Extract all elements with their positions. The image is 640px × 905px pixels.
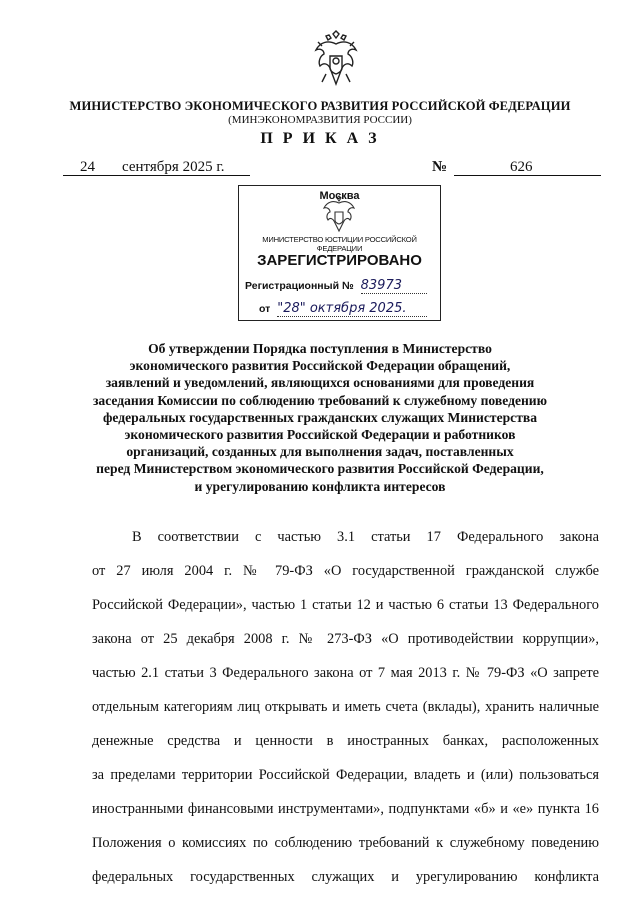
subject-line: и урегулированию конфликта интересов	[194, 478, 446, 494]
body-line: денежные средства и ценности в иностранных банках, расположенных	[92, 733, 599, 749]
subject-line: экономического развития Российской Федерации обращений,	[129, 358, 511, 374]
stamp-registration-row	[245, 278, 427, 294]
body-line: иностранными финансовыми инструментами», подпунктами «б» и «е» пункта 16	[92, 801, 599, 817]
subject-line: Об утверждении Порядка поступления в Министерство	[148, 341, 492, 356]
body-line: частью 2.1 статьи 3 Федерального закона от 7 мая 2013 г. № 79-ФЗ «О запрете	[92, 665, 599, 681]
order-subject	[80, 340, 560, 495]
order-month-year: сентября 2025 г.	[122, 159, 225, 175]
subject-line: организаций, созданных для выполнения задач, поставленных	[126, 444, 514, 460]
body-line: от 27 июля 2004 г. № 79-ФЗ «О государственной гражданской службе	[92, 563, 599, 579]
stamp-city: Москва	[319, 190, 360, 202]
body-line: отдельным категориям лиц открывать и иметь счета (вклады), хранить наличные	[92, 699, 599, 715]
order-number-sign: №	[432, 159, 448, 175]
order-day: 24	[80, 159, 95, 175]
stamp-date-value: "28" октября 2025.	[277, 301, 427, 317]
body-line: В соответствии с частью 3.1 статьи 17 Федерального закона	[132, 529, 599, 545]
body-line: Положения о комиссиях по соблюдению требований к служебному поведению	[92, 835, 599, 851]
body-line: Российской Федерации», частью 1 статьи 12 и частью 6 статьи 13 Федерального	[92, 597, 599, 613]
order-body	[92, 520, 599, 894]
stamp-date-label: от	[259, 303, 271, 315]
coat-of-arms-icon	[312, 30, 360, 88]
document-type-title: П Р И К А З	[260, 130, 380, 147]
number-underline	[454, 175, 601, 176]
subject-line: заседания Комиссии по соблюдению требований к служебному поведению	[92, 392, 548, 408]
order-number: 626	[510, 159, 533, 175]
subject-line: перед Министерством экономического развития Российской Федерации,	[96, 461, 544, 477]
stamp-registration-label: Регистрационный №	[245, 280, 354, 292]
body-line: закона от 25 декабря 2008 г. № 273-ФЗ «О противодействии коррупции»,	[92, 631, 599, 647]
body-line: за пределами территории Российской Федерации, владеть и (или) пользоваться	[92, 767, 599, 783]
ministry-name: МИНИСТЕРСТВО ЭКОНОМИЧЕСКОГО РАЗВИТИЯ РОССИЙСКОЙ ФЕДЕРАЦИИ	[69, 99, 571, 113]
stamp-date-row	[259, 301, 427, 317]
ministry-short-name: (МИНЭКОНОМРАЗВИТИЯ РОССИИ)	[228, 114, 412, 126]
stamp-registered-label: ЗАРЕГИСТРИРОВАНО	[257, 252, 422, 269]
date-underline	[63, 175, 250, 176]
subject-line: федеральных государственных гражданских служащих Министерства	[102, 409, 538, 425]
stamp-registration-number: 83973	[361, 278, 427, 294]
body-line: федеральных государственных служащих и урегулированию конфликта	[92, 869, 599, 885]
subject-line: экономического развития Российской Федерации и работников	[124, 427, 516, 443]
registration-stamp	[238, 185, 441, 321]
stamp-ministry: МИНИСТЕРСТВО ЮСТИЦИИ РОССИЙСКОЙ ФЕДЕРАЦИИ	[262, 235, 417, 253]
subject-line: заявлений и уведомлений, являющихся основаниями для проведения	[105, 375, 535, 391]
